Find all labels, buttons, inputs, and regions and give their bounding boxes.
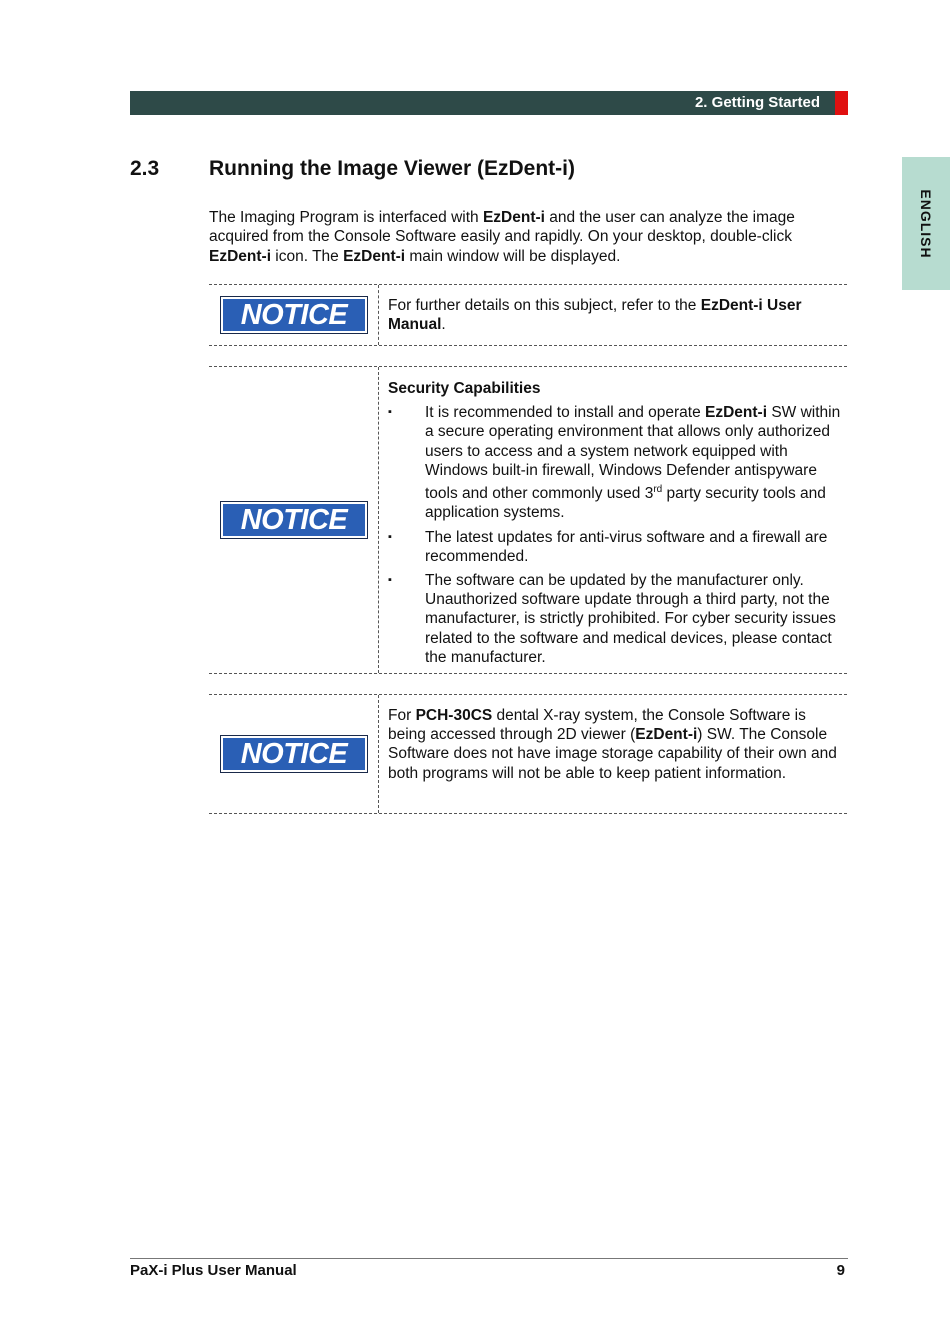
bullet-icon: ▪ [388, 530, 392, 543]
bullet-icon: ▪ [388, 406, 392, 419]
intro-paragraph [209, 208, 849, 266]
security-bullet-item [388, 403, 843, 522]
bullet-icon: ▪ [388, 573, 392, 586]
intro-bold: EzDent-i [209, 247, 271, 265]
notice-box-security [209, 366, 847, 674]
header-accent-tab [835, 91, 848, 115]
footer-manual-title: PaX-i Plus User Manual [130, 1262, 297, 1279]
security-bullet-item [388, 528, 843, 566]
notice-text-part: dental X-ray system, the Console Software is being accessed through 2D viewer ( [388, 707, 806, 744]
footer-divider [130, 1258, 848, 1259]
notice-badge: NOTICE [220, 735, 368, 773]
bullet-text: party security tools and application systems. [425, 485, 826, 522]
notice-text-part: For [388, 707, 416, 724]
chapter-title: 2. Getting Started [694, 94, 820, 111]
notice-text [388, 706, 843, 783]
notice-left-cell [209, 367, 379, 673]
superscript: rd [653, 484, 663, 496]
intro-bold: EzDent-i [343, 247, 406, 265]
chapter-header-bar [130, 91, 848, 115]
notice-text-part: ) SW. The Console Software does not have image storage capability of their own and both programs will not be able to keep patient information. [388, 726, 837, 782]
intro-text: The Imaging Program is interfaced with [209, 209, 483, 226]
language-side-tab [902, 157, 950, 290]
notice-text-bold: PCH-30CS [415, 707, 493, 724]
intro-text: icon. The [271, 247, 344, 265]
notice-badge: NOTICE [220, 296, 368, 334]
bullet-text: The software can be updated by the manufacturer only. Unauthorized software update through a third party, not the manufacturer, is strictly prohibited. For cyber security issues related to the software and medical devices, please contact the manufacturer. [425, 571, 836, 666]
footer-page-number: 9 [836, 1262, 845, 1279]
section-number: 2.3 [130, 157, 160, 180]
intro-text: main window will be displayed. [405, 247, 621, 265]
notice-text [388, 296, 843, 334]
bullet-text: The latest updates for anti-virus software and a firewall are recommended. [425, 528, 828, 565]
notice-text-part: . [441, 316, 446, 334]
bullet-bold: EzDent-i [705, 404, 768, 422]
notice-left-cell [209, 285, 379, 345]
security-heading: Security Capabilities [388, 380, 541, 397]
notice-box-further-details [209, 284, 847, 346]
security-notice-content [388, 379, 843, 667]
bullet-text: It is recommended to install and operate [425, 404, 706, 422]
security-bullet-item [388, 571, 843, 667]
notice-box-pch30cs [209, 694, 847, 814]
intro-bold: EzDent-i [482, 209, 545, 226]
intro-text: and the user can analyze the image acquired from the Console Software easily and rapidly. On your desktop, double-click [209, 209, 795, 246]
notice-text-bold: EzDent-i User Manual [388, 297, 802, 334]
notice-text-part: For further details on this subject, refer to the [388, 297, 701, 314]
notice-left-cell [209, 695, 379, 813]
language-label: ENGLISH [918, 188, 934, 259]
notice-text-bold: EzDent-i [635, 726, 698, 744]
bullet-text: SW within a secure operating environment that allows only authorized users to access and a system network equipped with Windows built-in firewall, Windows Defender antispyware tools and other commonly used 3 [425, 404, 841, 503]
section-title: Running the Image Viewer (EzDent-i) [209, 157, 575, 180]
notice-badge: NOTICE [220, 501, 368, 539]
